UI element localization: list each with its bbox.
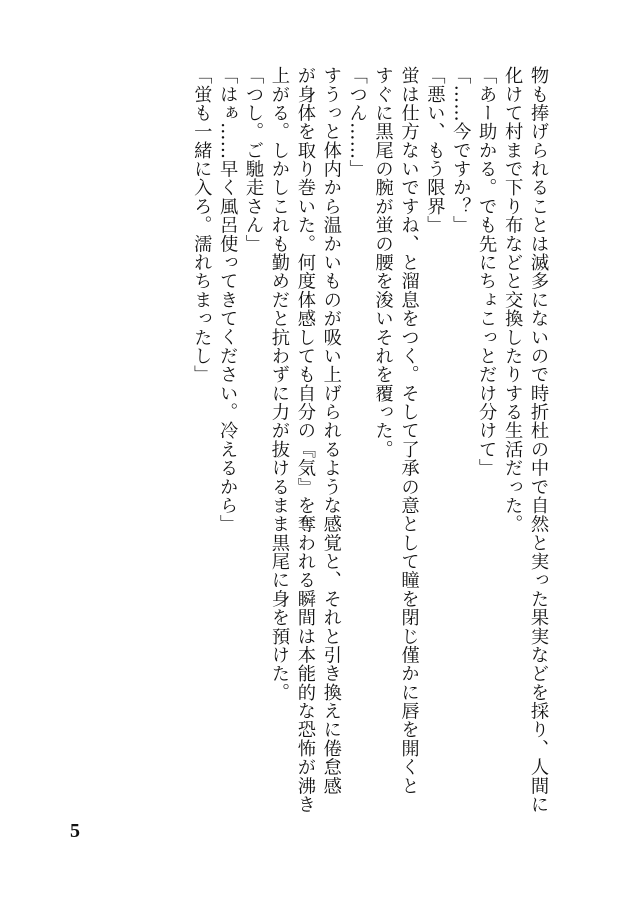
- text-line: 「はぁ……早く風呂使ってきてください。冷えるから」: [217, 66, 239, 534]
- text-line: すうっと体内から温かいものが吸い上げられるような感覚と、それと引き換えに倦怠感: [320, 66, 342, 795]
- text-line: 「……今ですか？」: [450, 66, 472, 235]
- body-text: [188, 66, 551, 814]
- text-line: が身体を取り巻いた。何度体感しても自分の『気』を奪われる瞬間は本能的な恐怖が沸き: [294, 66, 316, 814]
- text-line: 蛍は仕方ないですね、と溜息をつく。そして了承の意として瞳を閉じ僅かに唇を開くと: [398, 66, 420, 795]
- text-line: 「悪い、もう限界」: [424, 66, 446, 235]
- text-line: 「つし。ご馳走さん」: [243, 66, 265, 253]
- text-line: 上がる。しかしこれも勤めだと抗わずに力が抜けるまま黒尾に身を預けた。: [268, 66, 290, 702]
- text-line: すぐに黒尾の腕が蛍の腰を浚いそれを覆った。: [372, 66, 394, 459]
- text-line: 「あー助かる。でも先にちょこっとだけ分けて」: [476, 66, 498, 478]
- text-line: 「蛍も一緒に入ろ。濡れちまったし」: [191, 66, 213, 384]
- text-line: 化けて村まで下り布などと交換したりする生活だった。: [502, 66, 524, 534]
- text-line: 「つん……」: [346, 66, 368, 179]
- text-line: 物も捧げられることは滅多にないので時折杜の中で自然と実った果実などを採り、人間に: [528, 66, 549, 814]
- page-number: 5: [70, 820, 80, 842]
